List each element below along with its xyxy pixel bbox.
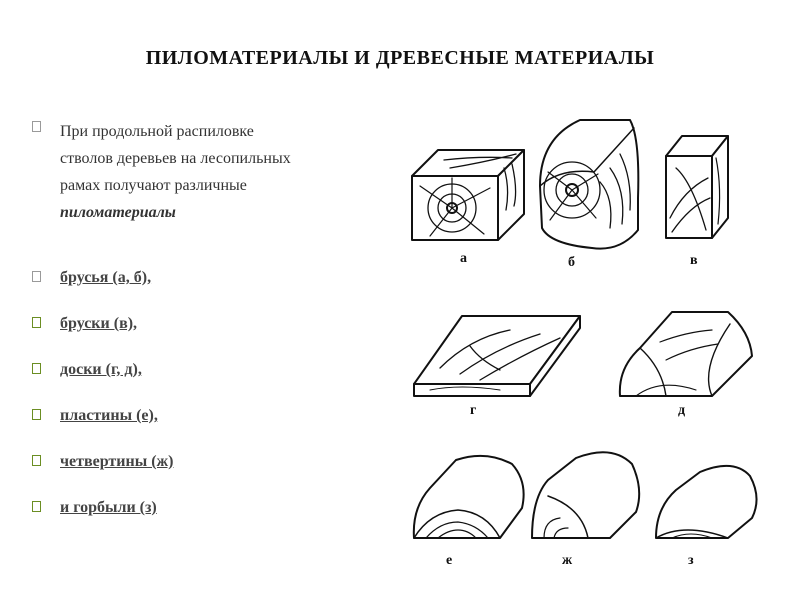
beam-b-drawing — [540, 120, 638, 249]
list-item-doski — [32, 360, 142, 380]
link-bruski[interactable]: бруски (в), — [60, 315, 138, 332]
beam-a-drawing — [412, 150, 524, 240]
label-v: в — [690, 253, 698, 268]
bullet-marker-icon — [32, 455, 41, 466]
bar-v-drawing — [666, 136, 728, 238]
bullet-marker-icon — [32, 363, 41, 374]
slide-title: ПИЛОМАТЕРИАЛЫ И ДРЕВЕСНЫЕ МАТЕРИАЛЫ — [145, 47, 655, 69]
bullet-marker-icon — [32, 271, 41, 282]
link-chetvertiny[interactable]: четвертины (ж) — [60, 453, 174, 470]
list-item-bruski — [32, 314, 137, 334]
label-z: з — [688, 553, 694, 568]
board-d-drawing — [620, 312, 752, 396]
intro-paragraph — [32, 118, 390, 226]
link-doski[interactable]: доски (г, д), — [60, 361, 142, 378]
intro-line-3: рамах получают различные — [60, 177, 247, 194]
label-e: е — [446, 553, 453, 568]
bullet-marker-icon — [32, 317, 41, 328]
bullet-marker-icon — [32, 409, 41, 420]
intro-line-1: При продольной распиловке — [60, 123, 254, 140]
label-g: г — [470, 403, 477, 418]
slab-e-drawing — [414, 456, 524, 538]
intro-line-2: стволов деревьев на лесопильных — [60, 150, 291, 167]
link-plastiny[interactable]: пластины (е), — [60, 407, 158, 424]
link-brusya[interactable]: брусья (а, б), — [60, 269, 152, 286]
board-g-drawing — [414, 316, 580, 396]
bullet-marker-icon — [32, 121, 41, 132]
intro-term: пиломатериалы — [60, 204, 176, 221]
link-gorbyli[interactable]: и горбыли (з) — [60, 499, 157, 516]
list-item-gorbyli — [32, 498, 157, 518]
list-item-brusya — [32, 268, 151, 288]
label-a: а — [460, 251, 467, 266]
label-zh: ж — [562, 553, 573, 568]
quarter-zh-drawing — [532, 452, 639, 538]
label-d: д — [678, 403, 686, 418]
bullet-marker-icon — [32, 501, 41, 512]
slab-z-drawing — [656, 466, 757, 538]
list-item-chetvertiny — [32, 452, 173, 472]
label-b: б — [568, 255, 575, 270]
list-item-plastiny — [32, 406, 158, 426]
lumber-types-illustration — [400, 98, 790, 588]
